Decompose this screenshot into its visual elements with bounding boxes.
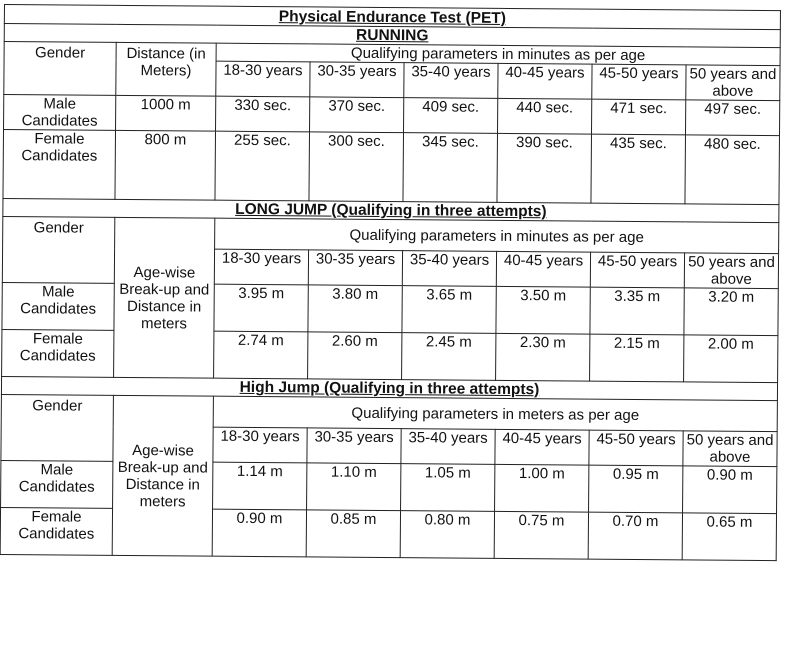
table-row — [3, 130, 780, 205]
gender-cell: Female Candidates — [2, 329, 114, 377]
value-cell: 0.75 m — [494, 511, 588, 559]
long-jump-age-header: 30-35 years — [308, 250, 402, 286]
running-age-header: 50 years and above — [686, 65, 780, 101]
value-cell: 2.60 m — [308, 332, 402, 380]
distance-cell: 1000 m — [116, 95, 216, 131]
pet-table — [0, 4, 781, 561]
value-cell: 440 sec. — [497, 98, 591, 134]
high-jump-age-header: 35-40 years — [401, 429, 495, 465]
high-jump-age-header: 40-45 years — [495, 429, 589, 465]
value-cell: 0.90 m — [212, 509, 306, 557]
value-cell: 471 sec. — [591, 99, 685, 135]
value-cell: 3.35 m — [590, 287, 684, 335]
running-age-header: 45-50 years — [592, 64, 686, 100]
value-cell: 0.65 m — [682, 513, 776, 561]
value-cell: 3.20 m — [684, 288, 778, 336]
high-jump-breakup-header: Age-wise Break-up and Distance in meters — [112, 395, 213, 556]
value-cell: 3.50 m — [496, 286, 590, 334]
high-jump-age-header: 45-50 years — [589, 430, 683, 466]
long-jump-age-header: 18-30 years — [214, 249, 308, 285]
value-cell: 435 sec. — [591, 134, 686, 204]
pet-document — [0, 4, 780, 672]
value-cell: 330 sec. — [216, 96, 310, 132]
high-jump-params-header: Qualifying parameters in meters as per age — [213, 396, 777, 431]
value-cell: 0.95 m — [589, 465, 683, 513]
long-jump-gender-header: Gender — [2, 216, 115, 283]
value-cell: 255 sec. — [215, 131, 310, 201]
long-jump-heading: LONG JUMP (Qualifying in three attempts) — [3, 198, 779, 222]
value-cell: 1.00 m — [495, 464, 589, 512]
running-heading: RUNNING — [4, 24, 780, 48]
running-gender-header: Gender — [4, 42, 116, 96]
long-jump-age-header: 45-50 years — [590, 252, 684, 288]
value-cell: 2.45 m — [402, 333, 496, 381]
running-age-header: 30-35 years — [310, 62, 404, 98]
high-jump-age-header: 18-30 years — [213, 427, 307, 463]
value-cell: 1.05 m — [401, 464, 495, 512]
high-jump-age-header: 50 years and above — [683, 431, 777, 467]
value-cell: 300 sec. — [309, 132, 404, 202]
value-cell: 3.95 m — [214, 284, 308, 332]
high-jump-gender-header: Gender — [1, 394, 114, 461]
running-params-header: Qualifying parameters in minutes as per age — [216, 43, 780, 65]
value-cell: 0.70 m — [588, 512, 682, 560]
gender-cell: Female Candidates — [3, 130, 116, 200]
value-cell: 3.65 m — [402, 286, 496, 334]
value-cell: 1.14 m — [213, 462, 307, 510]
value-cell: 409 sec. — [404, 98, 498, 134]
value-cell: 0.80 m — [400, 511, 494, 559]
value-cell: 497 sec. — [685, 100, 779, 136]
value-cell: 3.80 m — [308, 285, 402, 333]
running-age-header: 35-40 years — [404, 63, 498, 99]
gender-cell: Male Candidates — [2, 282, 114, 330]
long-jump-params-header: Qualifying parameters in minutes as per age — [215, 218, 779, 253]
long-jump-breakup-header: Age-wise Break-up and Distance in meters — [114, 217, 215, 378]
running-age-header: 18-30 years — [216, 61, 310, 97]
value-cell: 2.15 m — [590, 334, 684, 382]
high-jump-heading: High Jump (Qualifying in three attempts) — [1, 376, 777, 400]
running-age-header: 40-45 years — [498, 63, 592, 99]
long-jump-age-header: 40-45 years — [496, 251, 590, 287]
gender-cell: Male Candidates — [1, 460, 113, 508]
long-jump-age-header: 50 years and above — [684, 253, 778, 289]
value-cell: 390 sec. — [497, 133, 592, 203]
value-cell: 0.90 m — [683, 466, 777, 514]
value-cell: 0.85 m — [306, 510, 400, 558]
high-jump-age-header: 30-35 years — [307, 428, 401, 464]
value-cell: 1.10 m — [307, 463, 401, 511]
gender-cell: Male Candidates — [4, 95, 116, 131]
value-cell: 480 sec. — [685, 135, 780, 205]
value-cell: 2.00 m — [684, 335, 778, 383]
running-distance-header: Distance (in Meters) — [116, 42, 216, 96]
value-cell: 345 sec. — [403, 133, 498, 203]
value-cell: 2.74 m — [214, 331, 308, 379]
value-cell: 370 sec. — [310, 97, 404, 133]
distance-cell: 800 m — [115, 130, 216, 200]
long-jump-age-header: 35-40 years — [402, 251, 496, 287]
page-title: Physical Endurance Test (PET) — [4, 5, 780, 30]
value-cell: 2.30 m — [496, 333, 590, 381]
gender-cell: Female Candidates — [0, 507, 112, 555]
